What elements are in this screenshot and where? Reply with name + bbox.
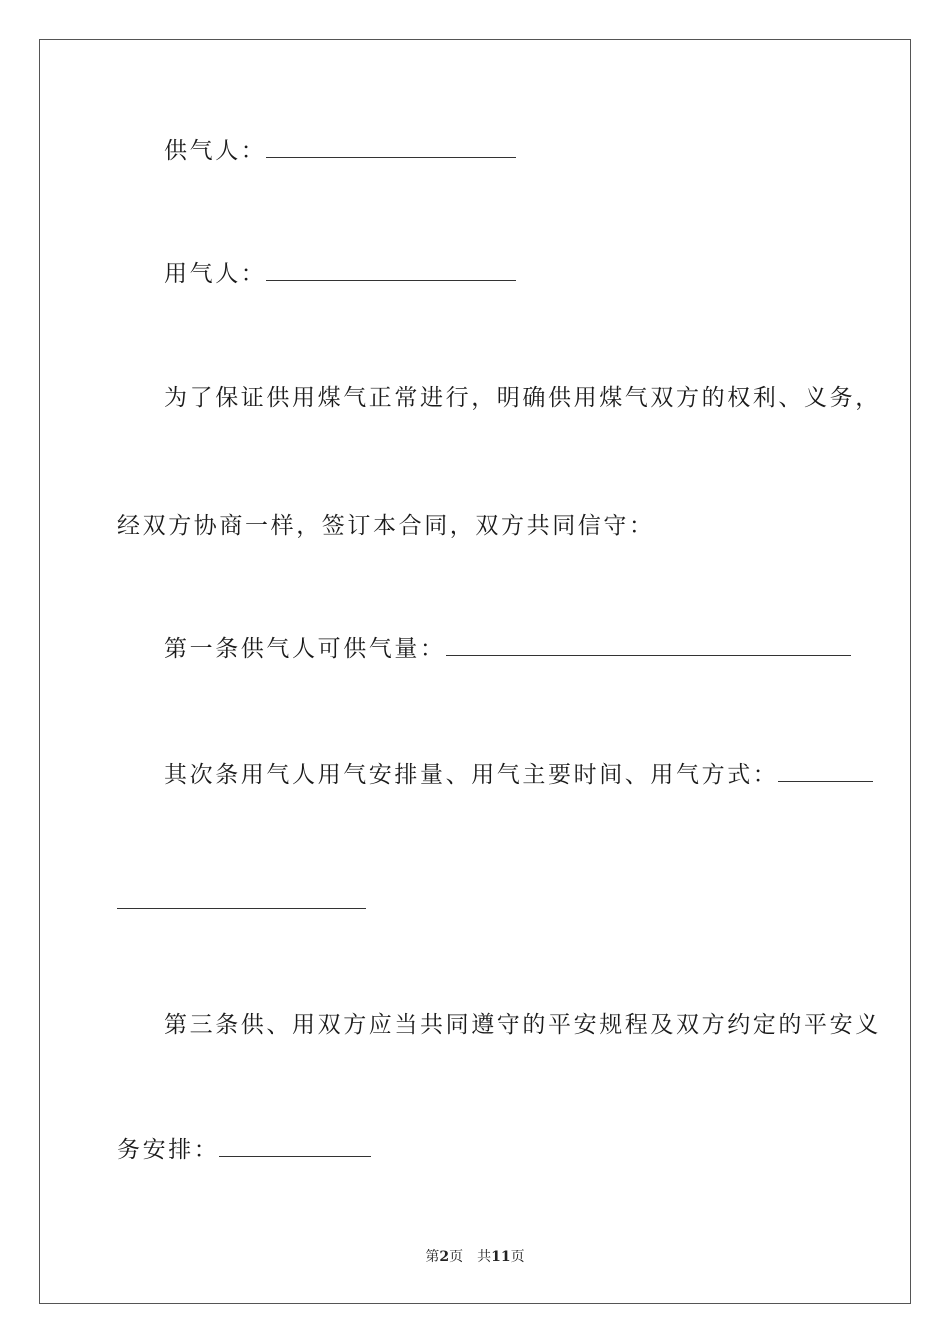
footer-total-prefix: 共: [477, 1249, 492, 1265]
supplier-blank[interactable]: [266, 139, 516, 158]
article-2-line: [164, 760, 873, 790]
footer-total-number: 11: [491, 1249, 511, 1265]
preamble-line-1: [164, 383, 881, 413]
preamble-line-2: [117, 511, 655, 541]
footer-page-suffix: 页: [449, 1249, 464, 1265]
article-2-blank[interactable]: [778, 763, 873, 782]
article-2-continuation-blank[interactable]: [117, 890, 366, 909]
article-1-text: 第一条供气人可供气量：: [164, 636, 446, 662]
page-footer: [0, 1248, 950, 1266]
footer-page-prefix: 第: [425, 1249, 440, 1265]
page-border: [39, 39, 911, 1304]
article-3-line: [164, 1010, 881, 1040]
article-3-continuation-text: 务安排：: [117, 1137, 220, 1163]
article-3-continuation-line: [117, 1135, 371, 1165]
consumer-line: [164, 259, 516, 289]
article-2-text: 其次条用气人用气安排量、用气主要时间、用气方式：: [164, 762, 779, 788]
article-1-blank[interactable]: [446, 637, 851, 656]
footer-page-number: 2: [439, 1249, 450, 1265]
article-3-blank[interactable]: [219, 1138, 371, 1157]
consumer-label: 用气人：: [164, 261, 267, 287]
preamble-text-1: 为了保证供用煤气正常进行，明确供用煤气双方的权利、义务，: [164, 385, 881, 411]
footer-total-suffix: 页: [510, 1249, 525, 1265]
consumer-blank[interactable]: [266, 262, 516, 281]
supplier-line: [164, 136, 516, 166]
article-2-continuation-line: [117, 887, 366, 917]
preamble-text-2: 经双方协商一样，签订本合同，双方共同信守：: [117, 513, 655, 539]
supplier-label: 供气人：: [164, 138, 267, 164]
article-1-line: [164, 634, 851, 664]
article-3-text: 第三条供、用双方应当共同遵守的平安规程及双方约定的平安义: [164, 1012, 881, 1038]
